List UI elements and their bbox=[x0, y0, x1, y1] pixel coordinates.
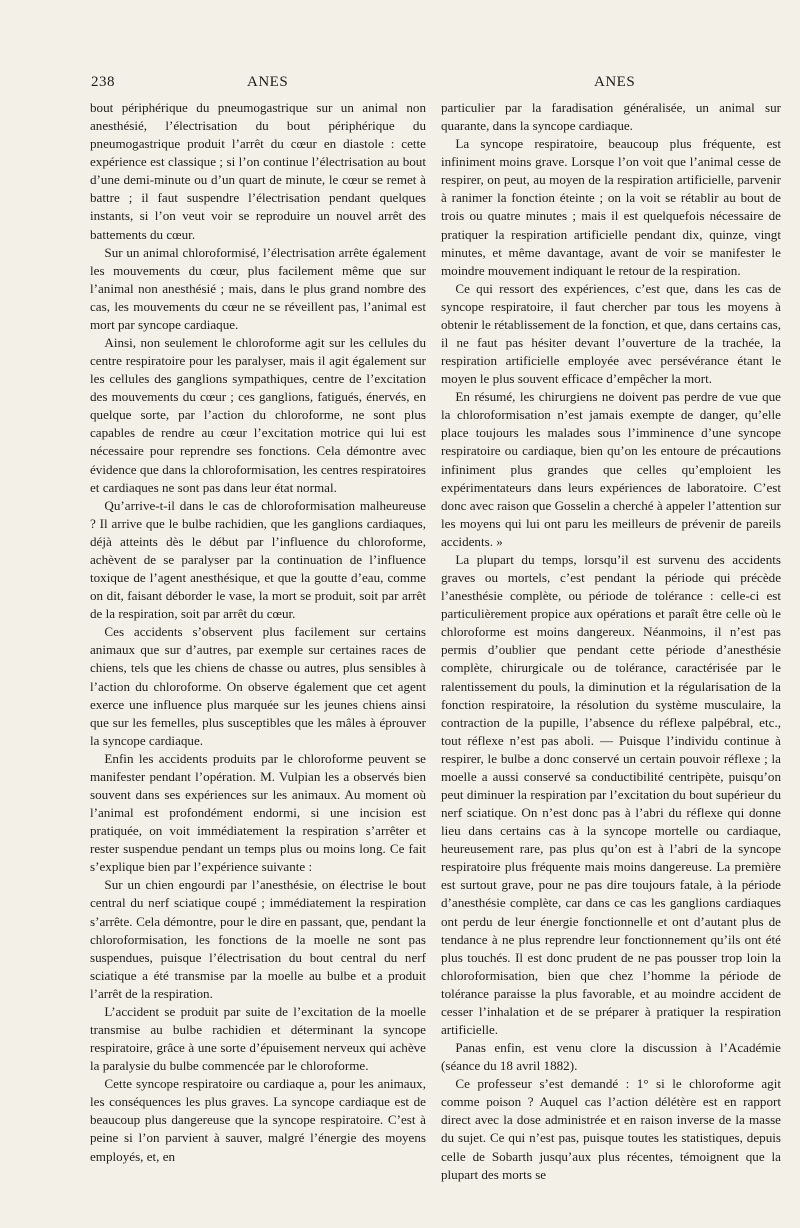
paragraph: Ce professeur s’est demandé : 1° si le chloroforme agit comme poison ? Auquel cas l’action délétère est en rapport direct avec la dose administrée et en raison inverse de la masse du sujet. Ce qui n’est pas, puisque toutes les statistiques, depuis celle de Sobarth jusqu’aux plus récentes, témoignent que la plupart des morts se bbox=[441, 1076, 781, 1182]
left-column bbox=[90, 99, 426, 1166]
paragraph: La syncope respiratoire, beaucoup plus fréquente, est infiniment moins grave. Lorsque l’on voit que l’animal cesse de respirer, on peut, au moyen de la respiration artificielle, parvenir à ranimer la fonction éteinte ; on la voit se rétablir au bout de trois ou quatre minutes ; mais il est quelquefois nécessaire de pratiquer la respiration artificielle pendant dix, quinze, vingt minutes, et même davantage, avant de voir se manifester le moindre mouvement indiquant le retour de la respiration. bbox=[441, 136, 781, 278]
paragraph: La plupart du temps, lorsqu’il est survenu des accidents graves ou mortels, c’est pendant la période qui précède l’anesthésie complète, ou période de tolérance : celle-ci est particulièrement propice aux opérations et paraît être celle où le chloroforme est moins dangereux. Néanmoins, il n’est pas permis d’oublier que pendant cette période d’anesthésie complète, chirurgicale ou de tolérance, caractérisée par le ralentissement du pouls, la diminution et la régularisation de la fonction respiratoire, la résolution du système musculaire, la contraction de la pupille, l’absence du réflexe palpébral, etc., tout réflexe n’est pas aboli. — Puisque l’individu continue à respirer, le bulbe a donc conservé un certain pouvoir réflexe ; la moelle a aussi conservé sa conductibilité centripète, puisqu’on peut diminuer la respiration par l’excitation du bout supérieur du nerf sciatique. On n’est donc pas à l’abri du réflexe qui donne lieu dans certains cas à la syncope mortelle ou cardiaque, heureusement rare, pas plus qu’on est à l’abri de la syncope respiratoire plus fréquente mais moins dangereuse. La première est surtout grave, pour ne pas dire toujours fatale, à la période d’anesthésie complète, car dans ce cas les ganglions cardiaques ont perdu de leur énergie fonctionnelle et ont d’autant plus de tendance à ne plus reprendre leur fonctionnement qu’ils ont été plus touchés. Il est donc prudent de ne pas pousser trop loin la chloroformisation, bien que chez l’homme la période de tolérance paraisse la plus favorable, et au moindre accident de cesser l’inhalation et de se préparer à pratiquer la respiration artificielle. bbox=[441, 551, 781, 1037]
paragraph: Panas enfin, est venu clore la discussion à l’Académie (séance du 18 avril 1882). bbox=[441, 1040, 781, 1074]
page-number: 238 bbox=[91, 74, 115, 90]
paragraph: Cette syncope respiratoire ou cardiaque a, pour les animaux, les conséquences les plus graves. La syncope cardiaque est de beaucoup plus dangereuse que la syncope respiratoire. C’est à peine si l’on parvient à sauver, malgré l’énergie des moyens employés, et, en bbox=[90, 1076, 426, 1164]
paragraph: Sur un chien engourdi par l’anesthésie, on électrise le bout central du nerf sciatique coupé ; immédiatement la respiration s’arrête. Cela démontre, pour le dire en passant, que, pendant la chloroformisation, les fonctions de la moelle ne sont pas suspendues, puisque l’électrisation du bout central du nerf sciatique a été transmise par la moelle au bulbe et a produit l’arrêt de la respiration. bbox=[90, 877, 426, 1001]
paragraph: Ces accidents s’observent plus facilement sur certains animaux que sur d’autres, par exemple sur certaines races de chiens, tels que les chiens de chasse ou autres, plus sensibles à l’action du chloroforme. On observe également que cet agent exerce une influence plus marquée sur les jeunes chiens ainsi que sur les femelles, plus susceptibles que les mâles à éprouver la syncope cardiaque. bbox=[90, 624, 426, 748]
paragraph: Sur un animal chloroformisé, l’électrisation arrête également les mouvements du cœur, plus facilement même que sur l’animal non anesthésié ; mais, dans le plus grand nombre des cas, les mouvements du cœur ne se réveillent pas, l’animal est mort par syncope cardiaque. bbox=[90, 244, 426, 332]
paragraph: En résumé, les chirurgiens ne doivent pas perdre de vue que la chloroformisation n’est jamais exempte de danger, qu’elle place toujours les malades sous l’imminence d’une syncope respiratoire ou cardiaque, bien qu’on les entoure de précautions infiniment plus grandes que celles qu’emploient les expérimentateurs dans leurs expériences de laboratoire. C’est donc avec raison que Gosselin a cherché à appeler l’attention sur les moyens qui lui ont paru les meilleurs de prévenir de pareils accidents. » bbox=[441, 389, 781, 549]
paragraph: Ainsi, non seulement le chloroforme agit sur les cellules du centre respiratoire pour les paralyser, mais il agit également sur les cellules des ganglions sympathiques, centre de l’excitation des mouvements du cœur ; ces ganglions, fatigués, énervés, en quelque sorte, par l’action du chloroforme, ne sont plus capables de rendre au cœur l’excitation motrice qui lui est nécessaire pour reprendre ses fonctions. Cela démontre avec évidence que dans la chloroformisation, les centres respiratoires et cardiaques ne sont pas dans leur état normal. bbox=[90, 335, 426, 495]
paragraph: bout périphérique du pneumogastrique sur un animal non anesthésié, l’électrisation du bout périphérique du pneumogastrique produit l’arrêt du cœur en diastole : cette expérience est classique ; si l’on continue l’électrisation au bout d’une demi-minute ou d’un quart de minute, le cœur se remet à battre ; il faut suspendre l’électrisation pendant quelques instants, si l’on veut voir se reproduire un nouvel arrêt des battements du cœur. bbox=[90, 100, 426, 242]
paragraph: particulier par la faradisation généralisée, un animal sur quarante, dans la syncope cardiaque. bbox=[441, 100, 781, 134]
paragraph: L’accident se produit par suite de l’excitation de la moelle transmise au bulbe rachidien et déterminant la syncope respiratoire, grâce à une sorte d’épuisement nerveux qui achève la paralysie du bulbe commencée par le chloroforme. bbox=[90, 1003, 426, 1074]
running-header bbox=[0, 74, 800, 96]
right-column bbox=[441, 99, 781, 1184]
paragraph: Ce qui ressort des expériences, c’est que, dans les cas de syncope respiratoire, il faut chercher par tous les moyens à obtenir le rétablissement de la fonction, et que, dans certains cas, il ne faut pas hésiter devant l’ouverture de la trachée, la respiration artificielle employée avec persévérance étant le moyen le plus souvent efficace d’empêcher la mort. bbox=[441, 280, 781, 387]
running-title-left: ANES bbox=[247, 74, 289, 90]
paragraph: Qu’arrive-t-il dans le cas de chloroformisation malheureuse ? Il arrive que le bulbe rachidien, que les ganglions cardiaques, déjà atteints dès le début par l’influence du chloroforme, achèvent de se paralyser par la continuation de l’influence toxique de l’agent anesthésique, et que la goutte d’eau, comme on dit, faisant déborder le vase, la mort se produit, soit par arrêt de la respiration, soit par arrêt du cœur. bbox=[90, 497, 426, 622]
running-title-right: ANES bbox=[594, 74, 636, 90]
paragraph: Enfin les accidents produits par le chloroforme peuvent se manifester pendant l’opération. M. Vulpian les a observés bien souvent dans ses expériences sur les animaux. Au moment où l’animal est profondément endormi, si une incision est pratiquée, on voit immédiatement la respiration s’arrêter et rester suspendue pendant un temps plus ou moins long. Ce fait s’explique bien par l’expérience suivante : bbox=[90, 750, 426, 875]
